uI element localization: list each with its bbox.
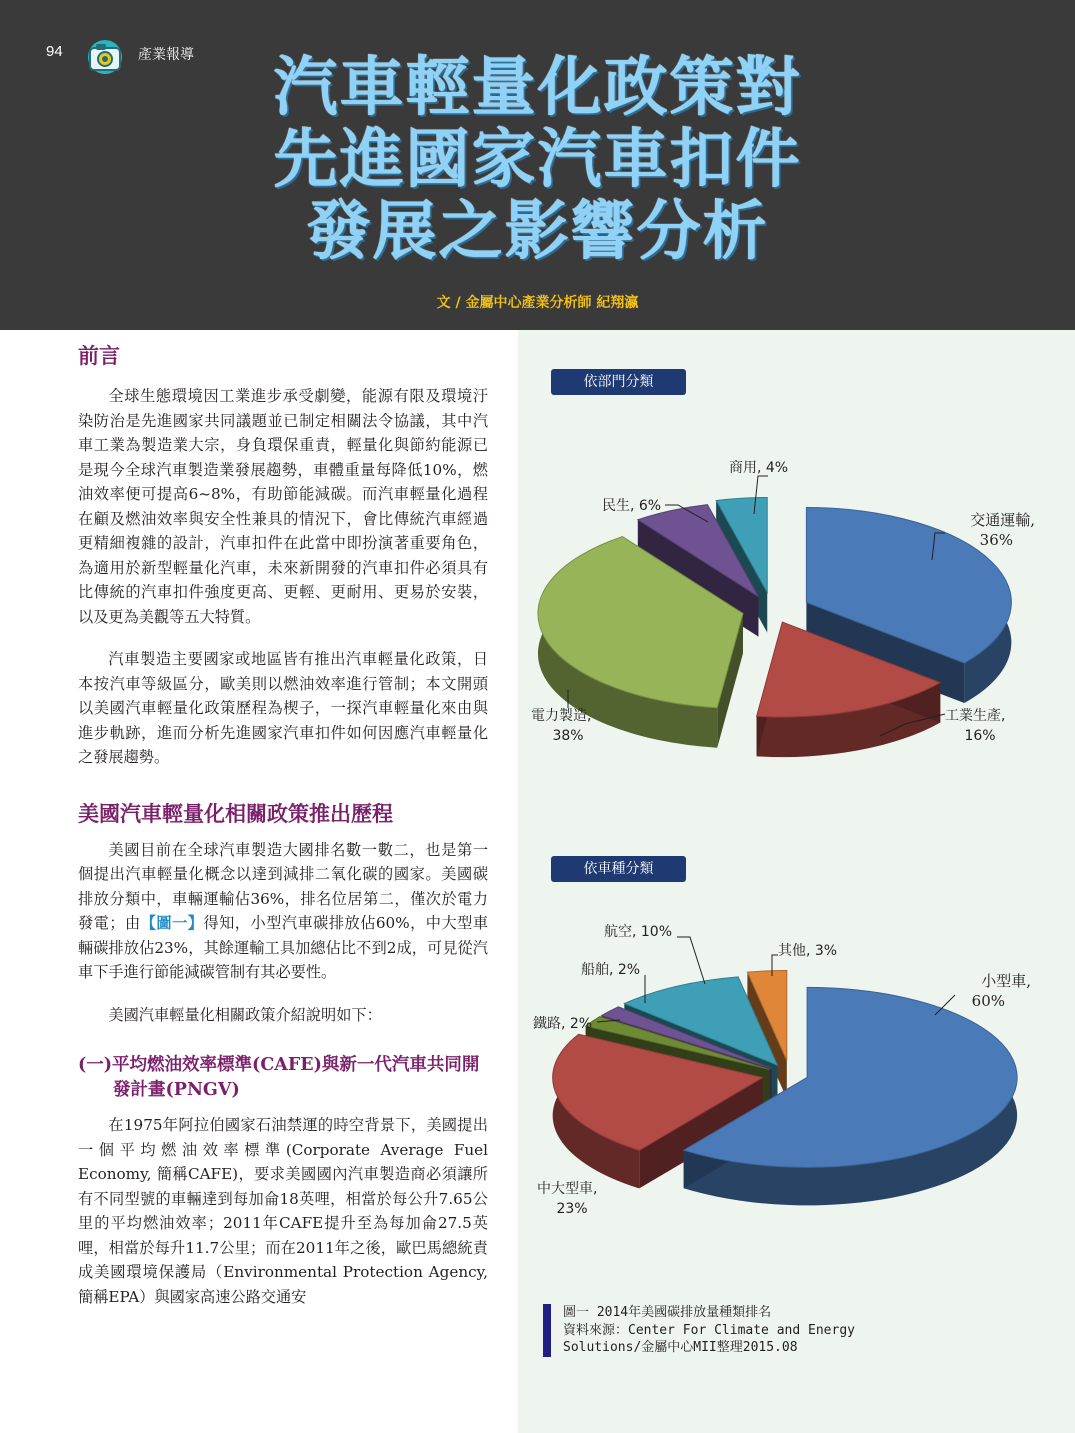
title-line: 汽車輕量化政策對 [273, 51, 802, 125]
caption-title: 圖一 2014年美國碳排放量種類排名 [563, 1305, 772, 1320]
slice-label: 航空, 10% [604, 924, 673, 940]
slice-label: 交通運輸, [970, 511, 1035, 529]
pie-chart-sector [518, 410, 1075, 830]
paragraph-text: 美國目前在全球汽車製造大國排名數一數二，也是第一個提出汽車輕量化概念以達到減排二氧化碳的國家。美國碳排放分類中，車輛運輸佔36%，排名位居第二，僅次於電力發電；由 [78, 840, 488, 932]
slice-label: 中大型車, [537, 1181, 598, 1197]
figure-reference-link[interactable]: 【圖一】 [140, 914, 204, 932]
slice-label: 電力製造, [531, 708, 592, 724]
paragraph: 美國汽車輕量化相關政策介紹說明如下： [108, 1005, 382, 1024]
pie-chart-vehicle [518, 910, 1075, 1230]
paragraph-text: 得知，小型汽車碳排放佔60%，中大型車輛碳排放佔23%，其餘運輸工具加總佔比不到2成，可見從汽車下手進行節能減碳管制有其必要性。 [78, 914, 489, 981]
slice-label: 鐵路, 2% [533, 1016, 593, 1032]
slice-label: 民生, 6% [602, 498, 662, 514]
byline: 文 / 金屬中心產業分析師 紀翔瀛 [436, 295, 639, 311]
figure-caption [563, 1304, 863, 1357]
title-line: 先進國家汽車扣件 [273, 123, 802, 197]
slice-label: 小型車, [981, 972, 1031, 990]
title-line: 發展之影響分析 [306, 195, 769, 269]
paragraph: 在1975年阿拉伯國家石油禁運的時空背景下，美國提出一個平均燃油效率標準(Corporate Average Fuel Economy, 簡稱CAFE)，要求美國國內汽車製造商必須讓所有不同型號的車輛達到每加侖18英哩，相當於每公升7.65公里的平均燃油效率；2011年CAFE提升至為每加侖27.5英哩，相當於每升11.7公里；而在2011年之後，歐巴馬總統責成美國環境保護局（Environmental Protection Agency, 簡稱EPA）與國家高速公路交通安 [78, 1116, 488, 1306]
slice-label: 商用, 4% [729, 460, 789, 476]
header-band [0, 0, 1075, 330]
slice-label: 船舶, 2% [581, 962, 641, 978]
page-title [0, 52, 1075, 268]
paragraph: 汽車製造主要國家或地區皆有推出汽車輕量化政策，日本按汽車等級區分，歐美則以燃油效率進行管制；本文開頭以美國汽車輕量化政策歷程為楔子，一探汽車輕量化來由與進步軌跡，進而分析先進國家汽車扣件如何因應汽車輕量化之發展趨勢。 [78, 650, 488, 766]
chart-title-pill: 依部門分類 [551, 369, 686, 395]
leader-line [677, 937, 705, 984]
page-number: 94 [46, 43, 63, 60]
article-body [78, 342, 488, 1309]
heading-us-policy: 美國汽車輕量化相關政策推出歷程 [78, 801, 393, 826]
caption-source: 資料來源：Center For Climate and Energy Solutions/金屬中心MII整理2015.08 [563, 1322, 855, 1355]
paragraph [78, 838, 488, 985]
heading-intro: 前言 [78, 344, 120, 368]
section-label: 產業報導 [138, 47, 194, 63]
slice-label-pct: 16% [964, 728, 996, 744]
slice-label-pct: 36% [979, 531, 1013, 549]
heading-cafe: (一)平均燃油效率標準(CAFE)與新一代汽車共同開發計畫(PNGV) [78, 1055, 480, 1100]
caption-bar [543, 1304, 551, 1357]
paragraph: 全球生態環境因工業進步承受劇變，能源有限及環境汙染防治是先進國家共同議題並已制定相關法令協議，其中汽車工業為製造業大宗，身負環保重責，輕量化與節約能源已是現今全球汽車製造業發展趨勢，車體重量每降低10%，燃油效率便可提高6~8%，有助節能減碳。而汽車輕量化過程在顧及燃油效率與安全性兼具的情況下，會比傳統汽車經過更精細複雜的設計，汽車扣件在此當中即扮演著重要角色，為適用於新型輕量化汽車，未來新開發的汽車扣件必須具有比傳統的汽車扣件強度更高、更輕、更耐用、更易於安裝，以及更為美觀等五大特質。 [78, 387, 488, 626]
slice-label: 其他, 3% [778, 943, 838, 959]
chart-title-pill: 依車種分類 [551, 856, 686, 882]
slice-label-pct: 60% [971, 992, 1005, 1010]
slice-label-pct: 38% [552, 728, 584, 744]
slice-label: 工業生產, [945, 708, 1006, 724]
slice-label-pct: 23% [556, 1201, 588, 1217]
